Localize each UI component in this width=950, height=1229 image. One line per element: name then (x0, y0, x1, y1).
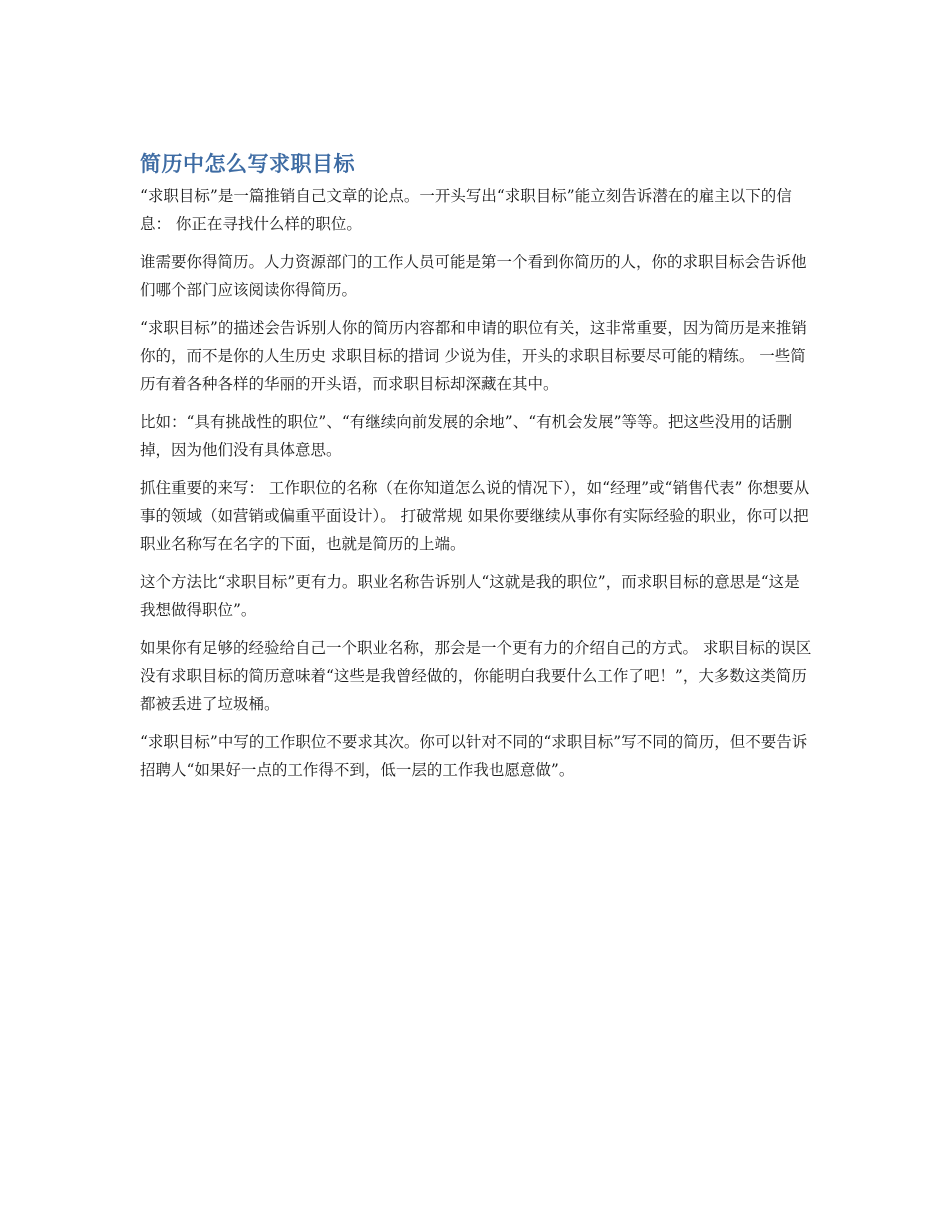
document-page (140, 150, 812, 794)
paragraph: 抓住重要的来写： 工作职位的名称（在你知道怎么说的情况下），如“经理”或“销售代表” 你想要从事的领域（如营销或偏重平面设计）。 打破常规 如果你要继续从事你有实际经验的职业，你可以把职业名称写在名字的下面，也就是简历的上端。 (140, 479, 810, 553)
paragraph: “求职目标”是一篇推销自己文章的论点。一开头写出“求职目标”能立刻告诉潜在的雇主以下的信息： 你正在寻找什么样的职位。 (140, 187, 792, 233)
paragraph: 这个方法比“求职目标”更有力。职业名称告诉别人“这就是我的职位”，而求职目标的意思是“这是我想做得职位”。 (140, 573, 800, 619)
paragraph: 比如：“具有挑战性的职位”、“有继续向前发展的余地”、“有机会发展”等等。把这些没用的话删掉，因为他们没有具体意思。 (140, 413, 793, 459)
paragraph: 如果你有足够的经验给自己一个职业名称，那会是一个更有力的介绍自己的方式。 求职目标的误区 没有求职目标的简历意味着“这些是我曾经做的，你能明白我要什么工作了吧！”，大多数这类简历都被丢进了垃圾桶。 (140, 639, 812, 713)
paragraph: 谁需要你得简历。人力资源部门的工作人员可能是第一个看到你简历的人，你的求职目标会告诉他们哪个部门应该阅读你得简历。 (140, 253, 807, 299)
paragraph: “求职目标”中写的工作职位不要求其次。你可以针对不同的“求职目标”写不同的简历，但不要告诉招聘人“如果好一点的工作得不到，低一层的工作我也愿意做”。 (140, 733, 808, 779)
paragraph: “求职目标”的描述会告诉别人你的简历内容都和申请的职位有关，这非常重要，因为简历是来推销你的，而不是你的人生历史 求职目标的措词 少说为佳，开头的求职目标要尽可能的精练。 一些简历有着各种各样的华丽的开头语，而求职目标却深藏在其中。 (140, 319, 807, 393)
document-title: 简历中怎么写求职目标 (140, 152, 355, 176)
